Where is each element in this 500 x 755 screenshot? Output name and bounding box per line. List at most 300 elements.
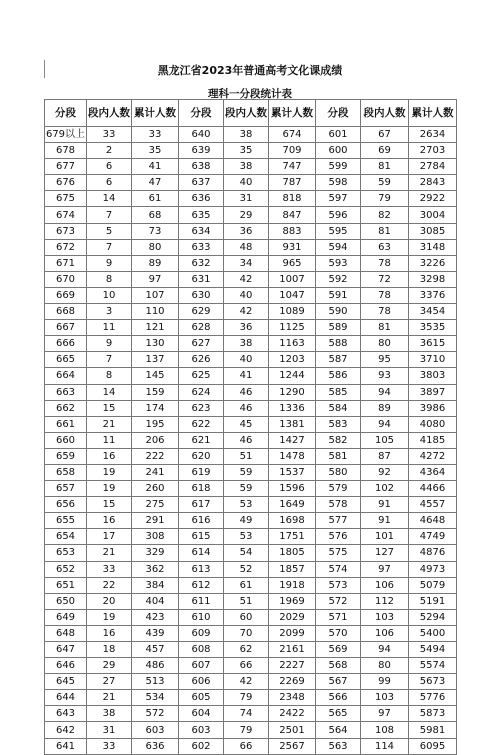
cell-score: 598 bbox=[316, 175, 361, 191]
cell-cumulative-count: 636 bbox=[132, 738, 179, 754]
cell-score: 590 bbox=[316, 304, 361, 320]
cell-score: 588 bbox=[316, 336, 361, 352]
cell-segment-count: 80 bbox=[361, 336, 409, 352]
cell-segment-count: 42 bbox=[224, 674, 269, 690]
cell-segment-count: 51 bbox=[224, 448, 269, 464]
cell-score: 664 bbox=[45, 368, 87, 384]
cell-segment-count: 21 bbox=[87, 416, 132, 432]
cell-score: 564 bbox=[316, 722, 361, 738]
cell-segment-count: 16 bbox=[87, 513, 132, 529]
cell-cumulative-count: 3226 bbox=[409, 255, 457, 271]
cell-segment-count: 81 bbox=[361, 320, 409, 336]
cell-score: 577 bbox=[316, 513, 361, 529]
cell-cumulative-count: 931 bbox=[269, 239, 316, 255]
cell-segment-count: 74 bbox=[224, 706, 269, 722]
cell-segment-count: 38 bbox=[224, 127, 269, 143]
cell-cumulative-count: 4876 bbox=[409, 545, 457, 561]
cell-segment-count: 97 bbox=[361, 706, 409, 722]
cell-score: 610 bbox=[179, 609, 224, 625]
cell-score: 665 bbox=[45, 352, 87, 368]
cell-segment-count: 14 bbox=[87, 384, 132, 400]
cell-score: 612 bbox=[179, 577, 224, 593]
cell-cumulative-count: 3085 bbox=[409, 223, 457, 239]
cell-segment-count: 92 bbox=[361, 464, 409, 480]
table-row bbox=[45, 609, 457, 625]
cell-segment-count: 14 bbox=[87, 191, 132, 207]
table-row bbox=[45, 706, 457, 722]
cell-cumulative-count: 61 bbox=[132, 191, 179, 207]
table-body bbox=[45, 127, 457, 755]
table-row bbox=[45, 368, 457, 384]
cell-segment-count: 36 bbox=[224, 320, 269, 336]
cell-cumulative-count: 5574 bbox=[409, 658, 457, 674]
cell-segment-count: 29 bbox=[87, 658, 132, 674]
cell-score: 677 bbox=[45, 159, 87, 175]
cell-segment-count: 99 bbox=[361, 674, 409, 690]
cell-cumulative-count: 206 bbox=[132, 432, 179, 448]
cell-cumulative-count: 110 bbox=[132, 304, 179, 320]
cell-score: 597 bbox=[316, 191, 361, 207]
cell-score: 637 bbox=[179, 175, 224, 191]
cell-cumulative-count: 3148 bbox=[409, 239, 457, 255]
cell-segment-count: 51 bbox=[224, 593, 269, 609]
cell-segment-count: 127 bbox=[361, 545, 409, 561]
cell-segment-count: 10 bbox=[87, 287, 132, 303]
cell-score: 641 bbox=[45, 738, 87, 754]
cell-score: 599 bbox=[316, 159, 361, 175]
cell-cumulative-count: 423 bbox=[132, 609, 179, 625]
cell-cumulative-count: 35 bbox=[132, 143, 179, 159]
cell-score: 631 bbox=[179, 271, 224, 287]
cell-cumulative-count: 2029 bbox=[269, 609, 316, 625]
cell-score: 616 bbox=[179, 513, 224, 529]
cell-cumulative-count: 1805 bbox=[269, 545, 316, 561]
cell-segment-count: 8 bbox=[87, 271, 132, 287]
cell-score: 643 bbox=[45, 706, 87, 722]
cell-segment-count: 61 bbox=[224, 577, 269, 593]
cell-cumulative-count: 159 bbox=[132, 384, 179, 400]
cell-score: 638 bbox=[179, 159, 224, 175]
cell-segment-count: 78 bbox=[361, 304, 409, 320]
cell-cumulative-count: 3004 bbox=[409, 207, 457, 223]
cell-score: 623 bbox=[179, 400, 224, 416]
cell-cumulative-count: 3710 bbox=[409, 352, 457, 368]
cell-segment-count: 93 bbox=[361, 368, 409, 384]
cell-score: 581 bbox=[316, 448, 361, 464]
cell-score: 605 bbox=[179, 690, 224, 706]
cell-segment-count: 91 bbox=[361, 513, 409, 529]
cell-segment-count: 11 bbox=[87, 432, 132, 448]
cell-score: 584 bbox=[316, 400, 361, 416]
cell-score: 568 bbox=[316, 658, 361, 674]
cell-segment-count: 66 bbox=[224, 738, 269, 754]
cell-score: 655 bbox=[45, 513, 87, 529]
table-row bbox=[45, 400, 457, 416]
table-row bbox=[45, 738, 457, 754]
cell-score: 667 bbox=[45, 320, 87, 336]
cell-score: 608 bbox=[179, 642, 224, 658]
cell-segment-count: 7 bbox=[87, 207, 132, 223]
cell-cumulative-count: 241 bbox=[132, 464, 179, 480]
cell-score: 671 bbox=[45, 255, 87, 271]
cell-cumulative-count: 4749 bbox=[409, 529, 457, 545]
cell-score: 619 bbox=[179, 464, 224, 480]
cell-score: 636 bbox=[179, 191, 224, 207]
cell-segment-count: 22 bbox=[87, 577, 132, 593]
table-row bbox=[45, 577, 457, 593]
cell-cumulative-count: 329 bbox=[132, 545, 179, 561]
table-row bbox=[45, 127, 457, 143]
table-row bbox=[45, 593, 457, 609]
cell-score: 675 bbox=[45, 191, 87, 207]
cell-cumulative-count: 1381 bbox=[269, 416, 316, 432]
cell-cumulative-count: 2161 bbox=[269, 642, 316, 658]
table-row bbox=[45, 352, 457, 368]
cell-segment-count: 18 bbox=[87, 642, 132, 658]
cell-cumulative-count: 1918 bbox=[269, 577, 316, 593]
cell-segment-count: 97 bbox=[361, 561, 409, 577]
cell-cumulative-count: 1857 bbox=[269, 561, 316, 577]
cell-cumulative-count: 362 bbox=[132, 561, 179, 577]
cell-segment-count: 94 bbox=[361, 642, 409, 658]
cell-segment-count: 70 bbox=[224, 625, 269, 641]
cell-segment-count: 53 bbox=[224, 529, 269, 545]
cell-segment-count: 89 bbox=[361, 400, 409, 416]
cell-cumulative-count: 5079 bbox=[409, 577, 457, 593]
cell-cumulative-count: 534 bbox=[132, 690, 179, 706]
cell-cumulative-count: 5294 bbox=[409, 609, 457, 625]
cell-score: 596 bbox=[316, 207, 361, 223]
cell-score: 659 bbox=[45, 448, 87, 464]
cell-cumulative-count: 33 bbox=[132, 127, 179, 143]
cell-score: 603 bbox=[179, 722, 224, 738]
col-header-score: 分段 bbox=[179, 100, 224, 127]
cell-score: 618 bbox=[179, 481, 224, 497]
cell-cumulative-count: 1089 bbox=[269, 304, 316, 320]
cell-score: 614 bbox=[179, 545, 224, 561]
cell-score: 647 bbox=[45, 642, 87, 658]
cell-cumulative-count: 2634 bbox=[409, 127, 457, 143]
cell-cumulative-count: 883 bbox=[269, 223, 316, 239]
cell-score: 575 bbox=[316, 545, 361, 561]
cell-segment-count: 21 bbox=[87, 545, 132, 561]
table-row bbox=[45, 223, 457, 239]
cell-score: 617 bbox=[179, 497, 224, 513]
cell-score: 645 bbox=[45, 674, 87, 690]
cell-cumulative-count: 2567 bbox=[269, 738, 316, 754]
cell-cumulative-count: 3376 bbox=[409, 287, 457, 303]
cell-score: 604 bbox=[179, 706, 224, 722]
cell-segment-count: 9 bbox=[87, 336, 132, 352]
table-header-row bbox=[45, 100, 457, 127]
cell-score: 579 bbox=[316, 481, 361, 497]
cell-cumulative-count: 2269 bbox=[269, 674, 316, 690]
cell-cumulative-count: 1478 bbox=[269, 448, 316, 464]
table-row bbox=[45, 561, 457, 577]
cell-cumulative-count: 4973 bbox=[409, 561, 457, 577]
cell-cumulative-count: 965 bbox=[269, 255, 316, 271]
cell-segment-count: 106 bbox=[361, 625, 409, 641]
table-row bbox=[45, 497, 457, 513]
cell-segment-count: 48 bbox=[224, 239, 269, 255]
cell-cumulative-count: 384 bbox=[132, 577, 179, 593]
table-row bbox=[45, 143, 457, 159]
cell-score: 668 bbox=[45, 304, 87, 320]
cell-segment-count: 46 bbox=[224, 384, 269, 400]
cell-segment-count: 16 bbox=[87, 625, 132, 641]
cell-segment-count: 8 bbox=[87, 368, 132, 384]
col-header-segment-count: 段内人数 bbox=[87, 100, 132, 127]
cell-score: 657 bbox=[45, 481, 87, 497]
cell-cumulative-count: 4364 bbox=[409, 464, 457, 480]
cell-segment-count: 17 bbox=[87, 529, 132, 545]
cell-cumulative-count: 4272 bbox=[409, 448, 457, 464]
cell-segment-count: 112 bbox=[361, 593, 409, 609]
cell-score: 611 bbox=[179, 593, 224, 609]
table-row bbox=[45, 239, 457, 255]
cell-segment-count: 108 bbox=[361, 722, 409, 738]
cell-segment-count: 31 bbox=[224, 191, 269, 207]
cell-segment-count: 63 bbox=[361, 239, 409, 255]
cell-cumulative-count: 4080 bbox=[409, 416, 457, 432]
cell-segment-count: 78 bbox=[361, 287, 409, 303]
col-header-cumulative-count: 累计人数 bbox=[132, 100, 179, 127]
cell-score: 663 bbox=[45, 384, 87, 400]
cell-score: 629 bbox=[179, 304, 224, 320]
col-header-cumulative-count: 累计人数 bbox=[409, 100, 457, 127]
cell-score: 589 bbox=[316, 320, 361, 336]
cell-segment-count: 40 bbox=[224, 352, 269, 368]
cell-segment-count: 34 bbox=[224, 255, 269, 271]
table-row bbox=[45, 336, 457, 352]
cell-score: 570 bbox=[316, 625, 361, 641]
cell-cumulative-count: 3454 bbox=[409, 304, 457, 320]
cell-score: 576 bbox=[316, 529, 361, 545]
cell-cumulative-count: 3803 bbox=[409, 368, 457, 384]
cell-cumulative-count: 1125 bbox=[269, 320, 316, 336]
cell-segment-count: 21 bbox=[87, 690, 132, 706]
cell-segment-count: 15 bbox=[87, 400, 132, 416]
score-distribution-table bbox=[44, 99, 457, 755]
table-row bbox=[45, 271, 457, 287]
cell-score: 563 bbox=[316, 738, 361, 754]
cell-segment-count: 19 bbox=[87, 481, 132, 497]
cell-score: 592 bbox=[316, 271, 361, 287]
cell-segment-count: 16 bbox=[87, 448, 132, 464]
cell-cumulative-count: 1244 bbox=[269, 368, 316, 384]
cell-cumulative-count: 174 bbox=[132, 400, 179, 416]
cell-cumulative-count: 709 bbox=[269, 143, 316, 159]
cell-cumulative-count: 5981 bbox=[409, 722, 457, 738]
cell-segment-count: 33 bbox=[87, 561, 132, 577]
cell-score: 635 bbox=[179, 207, 224, 223]
cell-cumulative-count: 121 bbox=[132, 320, 179, 336]
cell-cumulative-count: 2843 bbox=[409, 175, 457, 191]
cell-score: 679以上 bbox=[45, 127, 87, 143]
cell-score: 607 bbox=[179, 658, 224, 674]
cell-score: 634 bbox=[179, 223, 224, 239]
cell-score: 676 bbox=[45, 175, 87, 191]
cell-score: 591 bbox=[316, 287, 361, 303]
document-title: 黑龙江省2023年普通高考文化课成绩 bbox=[157, 64, 343, 77]
cell-segment-count: 103 bbox=[361, 609, 409, 625]
cell-score: 571 bbox=[316, 609, 361, 625]
cell-segment-count: 38 bbox=[224, 159, 269, 175]
cell-cumulative-count: 2784 bbox=[409, 159, 457, 175]
cell-cumulative-count: 291 bbox=[132, 513, 179, 529]
cell-segment-count: 114 bbox=[361, 738, 409, 754]
cell-cumulative-count: 5400 bbox=[409, 625, 457, 641]
cell-score: 658 bbox=[45, 464, 87, 480]
table-row bbox=[45, 513, 457, 529]
cell-segment-count: 31 bbox=[87, 722, 132, 738]
cell-segment-count: 40 bbox=[224, 287, 269, 303]
cell-score: 609 bbox=[179, 625, 224, 641]
cell-score: 674 bbox=[45, 207, 87, 223]
cell-segment-count: 46 bbox=[224, 400, 269, 416]
cell-score: 569 bbox=[316, 642, 361, 658]
table-row bbox=[45, 191, 457, 207]
cell-cumulative-count: 2227 bbox=[269, 658, 316, 674]
cell-cumulative-count: 1649 bbox=[269, 497, 316, 513]
table-row bbox=[45, 159, 457, 175]
cell-cumulative-count: 97 bbox=[132, 271, 179, 287]
cell-score: 644 bbox=[45, 690, 87, 706]
cell-cumulative-count: 68 bbox=[132, 207, 179, 223]
cell-segment-count: 94 bbox=[361, 416, 409, 432]
table-row bbox=[45, 287, 457, 303]
cell-segment-count: 49 bbox=[224, 513, 269, 529]
cell-score: 652 bbox=[45, 561, 87, 577]
cell-score: 633 bbox=[179, 239, 224, 255]
cell-cumulative-count: 1336 bbox=[269, 400, 316, 416]
cell-cumulative-count: 6095 bbox=[409, 738, 457, 754]
cell-score: 594 bbox=[316, 239, 361, 255]
table-row bbox=[45, 448, 457, 464]
cell-segment-count: 103 bbox=[361, 690, 409, 706]
cell-segment-count: 59 bbox=[224, 464, 269, 480]
cell-score: 649 bbox=[45, 609, 87, 625]
cell-segment-count: 82 bbox=[361, 207, 409, 223]
table-row bbox=[45, 432, 457, 448]
cell-score: 627 bbox=[179, 336, 224, 352]
cell-score: 639 bbox=[179, 143, 224, 159]
cell-score: 580 bbox=[316, 464, 361, 480]
cell-segment-count: 67 bbox=[361, 127, 409, 143]
cell-score: 622 bbox=[179, 416, 224, 432]
cell-cumulative-count: 674 bbox=[269, 127, 316, 143]
cell-segment-count: 36 bbox=[224, 223, 269, 239]
cell-score: 621 bbox=[179, 432, 224, 448]
cell-score: 651 bbox=[45, 577, 87, 593]
cell-cumulative-count: 130 bbox=[132, 336, 179, 352]
table-row bbox=[45, 175, 457, 191]
cell-cumulative-count: 457 bbox=[132, 642, 179, 658]
cell-score: 602 bbox=[179, 738, 224, 754]
cell-cumulative-count: 2348 bbox=[269, 690, 316, 706]
cell-segment-count: 41 bbox=[224, 368, 269, 384]
cell-cumulative-count: 260 bbox=[132, 481, 179, 497]
cell-cumulative-count: 787 bbox=[269, 175, 316, 191]
cell-score: 566 bbox=[316, 690, 361, 706]
cell-score: 582 bbox=[316, 432, 361, 448]
table-row bbox=[45, 690, 457, 706]
cell-score: 583 bbox=[316, 416, 361, 432]
cell-segment-count: 78 bbox=[361, 255, 409, 271]
cell-score: 601 bbox=[316, 127, 361, 143]
cell-cumulative-count: 195 bbox=[132, 416, 179, 432]
cell-segment-count: 59 bbox=[361, 175, 409, 191]
cell-cumulative-count: 3986 bbox=[409, 400, 457, 416]
cell-segment-count: 80 bbox=[361, 658, 409, 674]
cell-score: 628 bbox=[179, 320, 224, 336]
cell-cumulative-count: 439 bbox=[132, 625, 179, 641]
cell-cumulative-count: 2703 bbox=[409, 143, 457, 159]
cell-cumulative-count: 1203 bbox=[269, 352, 316, 368]
cell-segment-count: 81 bbox=[361, 159, 409, 175]
cell-score: 613 bbox=[179, 561, 224, 577]
cell-score: 572 bbox=[316, 593, 361, 609]
cell-score: 672 bbox=[45, 239, 87, 255]
cell-score: 615 bbox=[179, 529, 224, 545]
table-row bbox=[45, 625, 457, 641]
cell-segment-count: 105 bbox=[361, 432, 409, 448]
cell-segment-count: 106 bbox=[361, 577, 409, 593]
table-row bbox=[45, 642, 457, 658]
cell-cumulative-count: 572 bbox=[132, 706, 179, 722]
cell-segment-count: 11 bbox=[87, 320, 132, 336]
table-row bbox=[45, 481, 457, 497]
cell-cumulative-count: 5673 bbox=[409, 674, 457, 690]
cell-score: 670 bbox=[45, 271, 87, 287]
cell-segment-count: 72 bbox=[361, 271, 409, 287]
cell-score: 586 bbox=[316, 368, 361, 384]
cell-cumulative-count: 513 bbox=[132, 674, 179, 690]
cell-segment-count: 7 bbox=[87, 239, 132, 255]
cell-score: 650 bbox=[45, 593, 87, 609]
cell-segment-count: 52 bbox=[224, 561, 269, 577]
cell-score: 587 bbox=[316, 352, 361, 368]
table-row bbox=[45, 384, 457, 400]
cell-score: 606 bbox=[179, 674, 224, 690]
cell-segment-count: 69 bbox=[361, 143, 409, 159]
cell-score: 595 bbox=[316, 223, 361, 239]
cell-segment-count: 62 bbox=[224, 642, 269, 658]
cell-cumulative-count: 5873 bbox=[409, 706, 457, 722]
cell-cumulative-count: 5191 bbox=[409, 593, 457, 609]
cell-score: 648 bbox=[45, 625, 87, 641]
cell-segment-count: 59 bbox=[224, 481, 269, 497]
cell-cumulative-count: 1698 bbox=[269, 513, 316, 529]
cell-cumulative-count: 308 bbox=[132, 529, 179, 545]
table-row bbox=[45, 674, 457, 690]
cell-segment-count: 40 bbox=[224, 175, 269, 191]
cell-score: 646 bbox=[45, 658, 87, 674]
table-row bbox=[45, 658, 457, 674]
cell-segment-count: 19 bbox=[87, 609, 132, 625]
cell-score: 673 bbox=[45, 223, 87, 239]
cell-segment-count: 81 bbox=[361, 223, 409, 239]
cell-segment-count: 15 bbox=[87, 497, 132, 513]
cell-score: 632 bbox=[179, 255, 224, 271]
cell-segment-count: 42 bbox=[224, 271, 269, 287]
cell-cumulative-count: 3897 bbox=[409, 384, 457, 400]
cell-segment-count: 42 bbox=[224, 304, 269, 320]
cell-score: 640 bbox=[179, 127, 224, 143]
cell-score: 593 bbox=[316, 255, 361, 271]
table-row bbox=[45, 304, 457, 320]
cell-cumulative-count: 818 bbox=[269, 191, 316, 207]
